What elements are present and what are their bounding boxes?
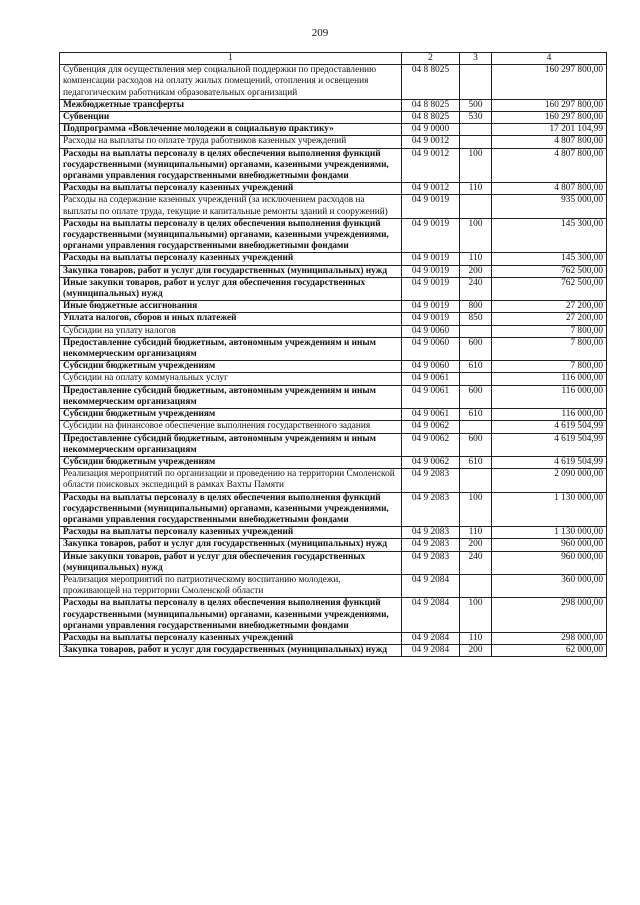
row-amount: 4 619 504,99 — [492, 433, 607, 456]
row-amount: 145 300,00 — [492, 253, 607, 265]
table-row — [60, 65, 607, 100]
row-amount: 116 000,00 — [492, 409, 607, 421]
row-name: Закупка товаров, работ и услуг для государственных (муниципальных) нужд — [60, 265, 402, 277]
row-code: 04 9 2084 — [402, 632, 460, 644]
row-name: Расходы на выплаты персоналу казенных учреждений — [60, 632, 402, 644]
row-name: Иные бюджетные ассигнования — [60, 301, 402, 313]
table-row — [60, 277, 607, 300]
row-name: Предоставление субсидий бюджетным, автономным учреждениям и иным некоммерческим организациям — [60, 337, 402, 360]
table-row — [60, 301, 607, 313]
row-amount: 7 800,00 — [492, 361, 607, 373]
row-name: Субсидии бюджетным учреждениям — [60, 409, 402, 421]
row-vr: 610 — [460, 409, 492, 421]
table-row — [60, 598, 607, 633]
row-name: Межбюджетные трансферты — [60, 99, 402, 111]
row-amount: 960 000,00 — [492, 539, 607, 551]
row-amount: 762 500,00 — [492, 277, 607, 300]
row-vr: 200 — [460, 539, 492, 551]
row-amount: 1 130 000,00 — [492, 492, 607, 527]
table-row — [60, 492, 607, 527]
table-row — [60, 313, 607, 325]
row-amount: 4 807 800,00 — [492, 148, 607, 183]
row-vr: 110 — [460, 253, 492, 265]
row-name: Реализация мероприятий по патриотическому воспитанию молодежи, проживающей на территории Смоленской области — [60, 574, 402, 597]
table-row — [60, 551, 607, 574]
row-vr: 610 — [460, 361, 492, 373]
row-code: 04 9 0062 — [402, 456, 460, 468]
column-header-vr: 3 — [460, 53, 492, 65]
row-amount: 762 500,00 — [492, 265, 607, 277]
column-header-code: 2 — [402, 53, 460, 65]
row-vr: 850 — [460, 313, 492, 325]
table-row — [60, 265, 607, 277]
row-name: Субсидии бюджетным учреждениям — [60, 456, 402, 468]
table-row — [60, 124, 607, 136]
row-name: Расходы на выплаты персоналу казенных учреждений — [60, 183, 402, 195]
budget-table — [59, 52, 607, 657]
row-vr — [460, 373, 492, 385]
row-vr: 100 — [460, 148, 492, 183]
row-vr: 240 — [460, 277, 492, 300]
row-code: 04 8 8025 — [402, 99, 460, 111]
table-row — [60, 421, 607, 433]
row-vr: 500 — [460, 99, 492, 111]
table-row — [60, 136, 607, 148]
row-code: 04 9 0019 — [402, 253, 460, 265]
row-amount: 7 800,00 — [492, 337, 607, 360]
row-name: Расходы на выплаты персоналу казенных учреждений — [60, 527, 402, 539]
row-name: Расходы на выплаты по оплате труда работников казенных учреждений — [60, 136, 402, 148]
row-code: 04 9 2083 — [402, 469, 460, 492]
table-row — [60, 539, 607, 551]
row-code: 04 9 0000 — [402, 124, 460, 136]
row-amount: 1 130 000,00 — [492, 527, 607, 539]
row-amount: 116 000,00 — [492, 385, 607, 408]
table-row — [60, 469, 607, 492]
row-name: Расходы на выплаты персоналу в целях обеспечения выполнения функций государственными (муниципальными) органами, казенными учреждениями, органами управления государственными внебюджетными фондами — [60, 148, 402, 183]
row-amount: 17 201 104,99 — [492, 124, 607, 136]
row-vr: 600 — [460, 385, 492, 408]
row-amount: 360 000,00 — [492, 574, 607, 597]
row-code: 04 9 0012 — [402, 183, 460, 195]
row-vr: 610 — [460, 456, 492, 468]
row-vr: 100 — [460, 492, 492, 527]
row-code: 04 9 2083 — [402, 539, 460, 551]
row-vr: 110 — [460, 527, 492, 539]
row-amount: 160 297 800,00 — [492, 112, 607, 124]
row-code: 04 9 2083 — [402, 551, 460, 574]
table-row — [60, 645, 607, 657]
row-amount: 2 090 000,00 — [492, 469, 607, 492]
table-row — [60, 253, 607, 265]
row-name: Иные закупки товаров, работ и услуг для обеспечения государственных (муниципальных) нужд — [60, 551, 402, 574]
row-code: 04 9 0060 — [402, 337, 460, 360]
column-header-amount: 4 — [492, 53, 607, 65]
row-name: Расходы на выплаты персоналу казенных учреждений — [60, 253, 402, 265]
row-amount: 62 000,00 — [492, 645, 607, 657]
table-row — [60, 574, 607, 597]
row-vr: 200 — [460, 265, 492, 277]
row-code: 04 9 0019 — [402, 313, 460, 325]
row-code: 04 9 0062 — [402, 433, 460, 456]
row-amount: 145 300,00 — [492, 218, 607, 253]
row-amount: 7 800,00 — [492, 325, 607, 337]
row-code: 04 9 0060 — [402, 361, 460, 373]
row-name: Расходы на выплаты персоналу в целях обеспечения выполнения функций государственными (муниципальными) органами, казенными учреждениями, органами управления государственными внебюджетными фондами — [60, 218, 402, 253]
table-row — [60, 456, 607, 468]
row-amount: 960 000,00 — [492, 551, 607, 574]
row-code: 04 9 0062 — [402, 421, 460, 433]
row-code: 04 9 0061 — [402, 409, 460, 421]
row-code: 04 9 0061 — [402, 385, 460, 408]
row-vr: 110 — [460, 632, 492, 644]
row-amount: 935 000,00 — [492, 195, 607, 218]
row-vr — [460, 325, 492, 337]
row-name: Расходы на содержание казенных учреждений (за исключением расходов на выплаты по оплате труда, текущие и капитальные ремонты зданий и сооружений) — [60, 195, 402, 218]
table-row — [60, 527, 607, 539]
row-amount: 27 200,00 — [492, 313, 607, 325]
row-amount: 4 619 504,99 — [492, 421, 607, 433]
row-vr: 100 — [460, 218, 492, 253]
row-code: 04 8 8025 — [402, 65, 460, 100]
table-row — [60, 112, 607, 124]
table-row — [60, 218, 607, 253]
row-name: Расходы на выплаты персоналу в целях обеспечения выполнения функций государственными (муниципальными) органами, казенными учреждениями, органами управления государственными внебюджетными фондами — [60, 492, 402, 527]
row-amount: 160 297 800,00 — [492, 65, 607, 100]
table-row — [60, 325, 607, 337]
table-row — [60, 337, 607, 360]
row-vr: 110 — [460, 183, 492, 195]
table-row — [60, 195, 607, 218]
row-name: Закупка товаров, работ и услуг для государственных (муниципальных) нужд — [60, 539, 402, 551]
row-vr — [460, 195, 492, 218]
table-row — [60, 409, 607, 421]
row-vr: 100 — [460, 598, 492, 633]
row-amount: 298 000,00 — [492, 598, 607, 633]
table-row — [60, 433, 607, 456]
row-name: Реализация мероприятий по организации и проведению на территории Смоленской области поисковых экспедиций в рамках Вахты Памяти — [60, 469, 402, 492]
row-vr: 240 — [460, 551, 492, 574]
row-vr: 200 — [460, 645, 492, 657]
row-amount: 4 807 800,00 — [492, 136, 607, 148]
table-row — [60, 183, 607, 195]
row-vr — [460, 574, 492, 597]
row-vr: 530 — [460, 112, 492, 124]
row-code: 04 9 0019 — [402, 301, 460, 313]
header-row — [60, 53, 607, 65]
row-name: Закупка товаров, работ и услуг для государственных (муниципальных) нужд — [60, 645, 402, 657]
row-code: 04 9 0019 — [402, 265, 460, 277]
row-vr — [460, 469, 492, 492]
row-code: 04 9 2083 — [402, 527, 460, 539]
row-vr — [460, 421, 492, 433]
page-number: 209 — [311, 27, 329, 39]
row-code: 04 9 0019 — [402, 218, 460, 253]
column-header-name: 1 — [60, 53, 402, 65]
row-name: Субсидии на уплату налогов — [60, 325, 402, 337]
row-code: 04 9 0019 — [402, 277, 460, 300]
row-amount: 4 619 504,99 — [492, 456, 607, 468]
row-code: 04 9 2083 — [402, 492, 460, 527]
row-code: 04 9 0012 — [402, 148, 460, 183]
row-name: Подпрограмма «Вовлечение молодежи в социальную практику» — [60, 124, 402, 136]
row-code: 04 9 2084 — [402, 574, 460, 597]
row-vr: 600 — [460, 433, 492, 456]
row-code: 04 9 0061 — [402, 373, 460, 385]
row-name: Субсидии на оплату коммунальных услуг — [60, 373, 402, 385]
row-amount: 298 000,00 — [492, 632, 607, 644]
row-name: Уплата налогов, сборов и иных платежей — [60, 313, 402, 325]
row-amount: 27 200,00 — [492, 301, 607, 313]
row-amount: 116 000,00 — [492, 373, 607, 385]
row-code: 04 9 2084 — [402, 598, 460, 633]
row-vr — [460, 65, 492, 100]
row-amount: 4 807 800,00 — [492, 183, 607, 195]
table-row — [60, 99, 607, 111]
row-amount: 160 297 800,00 — [492, 99, 607, 111]
row-vr: 600 — [460, 337, 492, 360]
row-name: Иные закупки товаров, работ и услуг для обеспечения государственных (муниципальных) нужд — [60, 277, 402, 300]
row-code: 04 9 2084 — [402, 645, 460, 657]
row-name: Субсидии на финансовое обеспечение выполнения государственного задания — [60, 421, 402, 433]
row-name: Субсидии бюджетным учреждениям — [60, 361, 402, 373]
row-code: 04 9 0060 — [402, 325, 460, 337]
row-vr: 800 — [460, 301, 492, 313]
row-name: Предоставление субсидий бюджетным, автономным учреждениям и иным некоммерческим организациям — [60, 385, 402, 408]
row-code: 04 8 8025 — [402, 112, 460, 124]
table-row — [60, 361, 607, 373]
row-name: Расходы на выплаты персоналу в целях обеспечения выполнения функций государственными (муниципальными) органами, казенными учреждениями, органами управления государственными внебюджетными фондами — [60, 598, 402, 633]
row-vr — [460, 136, 492, 148]
table-row — [60, 632, 607, 644]
row-name: Субвенции — [60, 112, 402, 124]
table-row — [60, 373, 607, 385]
table-row — [60, 148, 607, 183]
table-row — [60, 385, 607, 408]
row-name: Субвенция для осуществления мер социальной поддержки по предоставлению компенсации расходов на оплату жилых помещений, отопления и освещения педагогическим работникам образовательных организаций — [60, 65, 402, 100]
row-vr — [460, 124, 492, 136]
row-name: Предоставление субсидий бюджетным, автономным учреждениям и иным некоммерческим организациям — [60, 433, 402, 456]
row-code: 04 9 0019 — [402, 195, 460, 218]
row-code: 04 9 0012 — [402, 136, 460, 148]
